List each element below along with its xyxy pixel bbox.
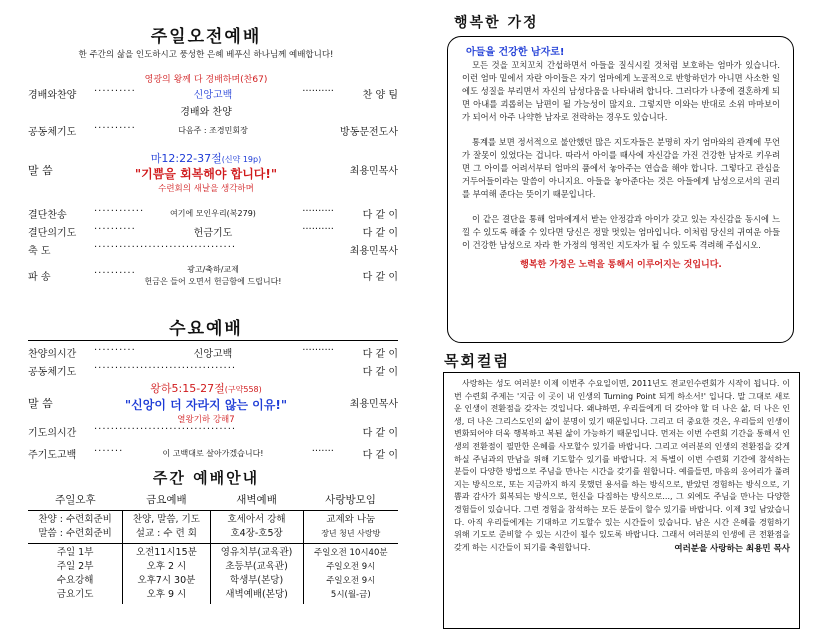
- family-box-title: 아들을 건강한 남자로!: [466, 47, 565, 58]
- family-closing: 행복한 가정은 노력을 통해서 이루어지는 것입니다.: [520, 260, 722, 270]
- benediction-row: [28, 242, 398, 258]
- row-content: 헌금기도: [193, 228, 233, 239]
- wed-pray-row: [28, 424, 398, 440]
- row-leader: 다 같 이: [362, 349, 398, 360]
- row-leader: 최용민목사: [349, 399, 398, 410]
- family-article-box: [447, 36, 794, 343]
- sermon-title: "기쁨을 회복해야 합니다!": [134, 167, 278, 181]
- closing-hymn-row: [28, 206, 398, 222]
- wed-praise-row: [28, 345, 398, 361]
- column-header: 금요예배: [123, 489, 210, 511]
- family-body: [462, 59, 780, 270]
- row-label: 공동체기도: [28, 367, 77, 378]
- dots: ··································: [94, 363, 237, 374]
- row-leader: 다 같 이: [362, 367, 398, 378]
- paragraph: 사랑하는 성도 여러분! 이제 이번주 수요일이면, 2011년도 전교인수련회가 시작이 됩니다. 이번 수련회 주제는 '지금 이 곳이 내 인생의 Turning Point 되게 하소서!' 입니다. 말 그대로 새로운 인생이 전환점을 갖자는 것입니다. 왜냐하면, 우리들에게 더 갖아야 할 더 나은 삶, 더 나은 인생, 더 나은 그리스도인의 삶이 분명이 있기 때문입니다. 그리고 더 중요한 것은, 우리들의 인생이 변화되어야 더욱 행복하고 복된 삶이 가능하기 때문입니다. 먼저는 이번 수련회 기간을 통해서 인생의 전환점이 필만한 은혜를 사모할수 있기를 바랍니다. 그리고 여러분의 인생의 전환점을 갖게 하실 주님과의 만남을 위해 기도할수 있기를 바랍니다. 저 특별이 이번 수련회 기간에 참석하는 분들이 다양한 방법으로 주님을 만나는 시간을 갖기를 원합니다. 예를들면, 마음의 응어리가 풀려지는 방식으로, 또는 지금까지 하지 못했던 용서를 하는 방식으로, 받았던 경험하는 방식으로, 기쁨과 감사가 회복되는 방식으로, 헌신을 다짐하는 방식으로..., 그 외에도 주님을 만나는 다양한 경험들이 있습니다. 그런 경험을 참석하는 모든 분들이 할수 있기를 바랍니다. 이제 3일 남았습니다. 아직 우리들에게는 기대하고 기도할수 있는 시간들이 있습니다. 남은 시간 은혜를 경험하기 위해 기도로 준비할 수 있는 시간이 될수 있도록 바랍니다. 그래서 여러분의 인생에 큰 전환점을 갖게 하는 시간들이 되기를 축원합니다.: [454, 379, 790, 552]
- table-cell: 찬양, 말씀, 기도 설교 : 수 련 회: [123, 511, 210, 544]
- table-cell: 주일 1부 주일 2부 수요강해 금요기도: [56, 547, 94, 600]
- dots: ··········: [302, 206, 334, 217]
- dots: ··········: [302, 345, 334, 356]
- sermon-note: 수련회의 새날을 생각하며: [158, 184, 254, 194]
- row-leader: 최용민목사: [349, 166, 398, 177]
- dots: ·······: [94, 446, 124, 457]
- row-label: 말 씀: [28, 164, 53, 177]
- row-leader: 찬 양 팀: [362, 90, 398, 101]
- row-content: 신앙고백: [193, 349, 233, 360]
- table-cell: 주일오전 10시40분 주일오전 9시 주일오전 9시 5시(월-금): [303, 544, 398, 605]
- pastor-column-box: [443, 372, 800, 629]
- dots: ··········: [94, 86, 136, 97]
- row-label: 찬양의시간: [28, 349, 77, 360]
- table-cell: 호세아서 강해 호4장-호5장: [210, 511, 303, 544]
- sermon-row: [28, 162, 398, 178]
- column-body: [454, 378, 790, 554]
- schedule-title: 주간 예배안내: [152, 469, 260, 487]
- column-header: 새벽예배: [210, 489, 303, 511]
- row-label: 결단찬송: [28, 210, 67, 221]
- column-header: 주일오후: [28, 489, 123, 511]
- table-cell: 영유치부(교육관) 초등부(교육관) 학생부(본당) 새벽예배(본당): [210, 544, 303, 605]
- row-label: 공동체기도: [28, 127, 77, 138]
- dots: ·······: [311, 446, 334, 457]
- row-label: 결단의기도: [28, 228, 77, 239]
- wed-scripture-ref: 왕하5:15-27절(구약558): [150, 382, 262, 395]
- sunday-title: 주일오전예배: [150, 27, 262, 47]
- schedule-table: [28, 489, 398, 604]
- divider: [28, 340, 398, 341]
- intro-hymn: 영광의 왕께 다 경배하며(찬67): [144, 75, 268, 85]
- row-leader: 다 같 이: [362, 272, 398, 283]
- paragraph: 통계를 보면 정서적으로 불안했던 많은 지도자들은 분명히 자기 엄마와의 관계에 무언가 잘못이 있었다는 겁니다. 따라서 아이를 때사에 자신감을 가진 건강한 남자로 키우려면 그 아이를 어려서부터 엄마의 품에서 놓아주는 연습을 해야 합니다. 그렇다고 관심을 거두어들이라는 말씀이 아니지요. 아들을 놓아준다는 것은 아들에게 남성으로서의 권리를 부여해 준다는 뜻이기 때문입니다.: [462, 137, 780, 199]
- table-cell: 찬양 : 수련회준비 말씀 : 수련회준비: [38, 514, 112, 539]
- row-leader: 방동문전도사: [340, 127, 398, 138]
- wed-prayer-row: [28, 363, 398, 379]
- row-content: 광고/축하/교제: [187, 265, 239, 274]
- row-label: 파 송: [28, 272, 51, 283]
- wed-sermon-title: "신앙이 더 자라지 않는 이유!": [124, 398, 288, 412]
- table-row: [28, 511, 398, 544]
- dots: ··········: [94, 123, 136, 134]
- sunday-subtitle: 한 주간의 삶을 인도하시고 풍성한 은혜 베푸신 하나님께 예배합니다!: [78, 50, 334, 60]
- row-label: 말 씀: [28, 397, 53, 410]
- row-label: 기도의시간: [28, 428, 77, 439]
- praise-content2: 경배와 찬양: [180, 107, 232, 118]
- wed-sermon-row: [28, 395, 398, 411]
- table-row: [28, 544, 398, 605]
- row-label: 축 도: [28, 246, 51, 257]
- column-signature: 여러분을 사랑하는 최용민 목사: [674, 544, 790, 555]
- column-header: 사랑방모임: [303, 489, 398, 511]
- sunday-scripture-ref: 마12:22-37절(신약 19p): [150, 152, 262, 165]
- table-cell: 오전11시15분 오후 2 시 오후7시 30분 오후 9 시: [123, 544, 210, 605]
- row-leader: 다 같 이: [362, 428, 398, 439]
- row-leader: 다 같 이: [362, 210, 398, 221]
- dots: ············: [94, 206, 145, 217]
- row-content: 여기에 모인우리(복279): [170, 209, 256, 218]
- table-header-row: [28, 489, 398, 511]
- row-leader: 다 같 이: [362, 450, 398, 461]
- row-label: 경배와찬양: [28, 90, 77, 101]
- dots: ··································: [94, 242, 237, 253]
- dots: ··········: [94, 268, 136, 279]
- lords-prayer-row: [28, 446, 398, 462]
- sending-row: [28, 264, 398, 294]
- row-content2: 헌금은 들어 오면서 헌금함에 드립니다!: [144, 277, 282, 286]
- row-label: 주기도고백: [28, 450, 77, 461]
- wednesday-title: 수요예배: [169, 319, 243, 339]
- row-content: 이 고백대로 살아가겠습니다!: [162, 449, 264, 458]
- wed-sermon-note: 열왕기하 강해7: [177, 415, 235, 425]
- articles-page: [416, 0, 813, 632]
- dots: ··································: [94, 424, 237, 435]
- paragraph: 이 같은 결단을 통해 엄마에게서 받는 안정감과 아이가 갖고 있는 자신감을 동시에 느낄 수 있도록 해줄 수 있다면 당신은 정말 멋있는 엄마입니다. 이처럼 당신의 귀여운 아들이 건강한 남성으로 자라 한 가정의 영적인 지도자가 될 수 있도록 격려해 주십시오.: [462, 214, 780, 250]
- dots: ··········: [302, 86, 334, 97]
- praise-row: [28, 86, 398, 102]
- table-cell: 교제와 나눔 장년 청년 사랑방: [303, 511, 398, 544]
- dots: ··········: [94, 224, 136, 235]
- dots: ··········: [302, 224, 334, 235]
- prayer-row: [28, 123, 398, 139]
- dots: ··········: [94, 345, 136, 356]
- row-content: 다음주 : 조경민회장: [178, 126, 248, 135]
- family-title: 행복한 가정: [454, 15, 539, 31]
- paragraph: 모든 것을 꼬치꼬치 간섭하면서 아들을 질식시킬 것처럼 보호하는 엄마가 있습니다. 이런 엄마 밑에서 자란 아이들은 자기 엄마에게 노골적으로 반항하던가 아니면 사소한 일에도 성질을 부리면서 자신의 남성다움을 나타내려 합니다. 그러다가 나중에 결혼하게 되면 아내를 괴롭히는 남편이 될 가능성이 많지요. 그렇지만 이와는 반대로 소위 마마보이가 되어서 아주 나약한 남자로 전락하는 경우도 있습니다.: [462, 60, 780, 122]
- row-content: 신앙고백: [193, 90, 233, 101]
- decision-prayer-row: [28, 224, 398, 240]
- row-leader: 다 같 이: [362, 228, 398, 239]
- column-title: 목회컬럼: [444, 352, 510, 370]
- row-leader: 최용민목사: [349, 246, 398, 257]
